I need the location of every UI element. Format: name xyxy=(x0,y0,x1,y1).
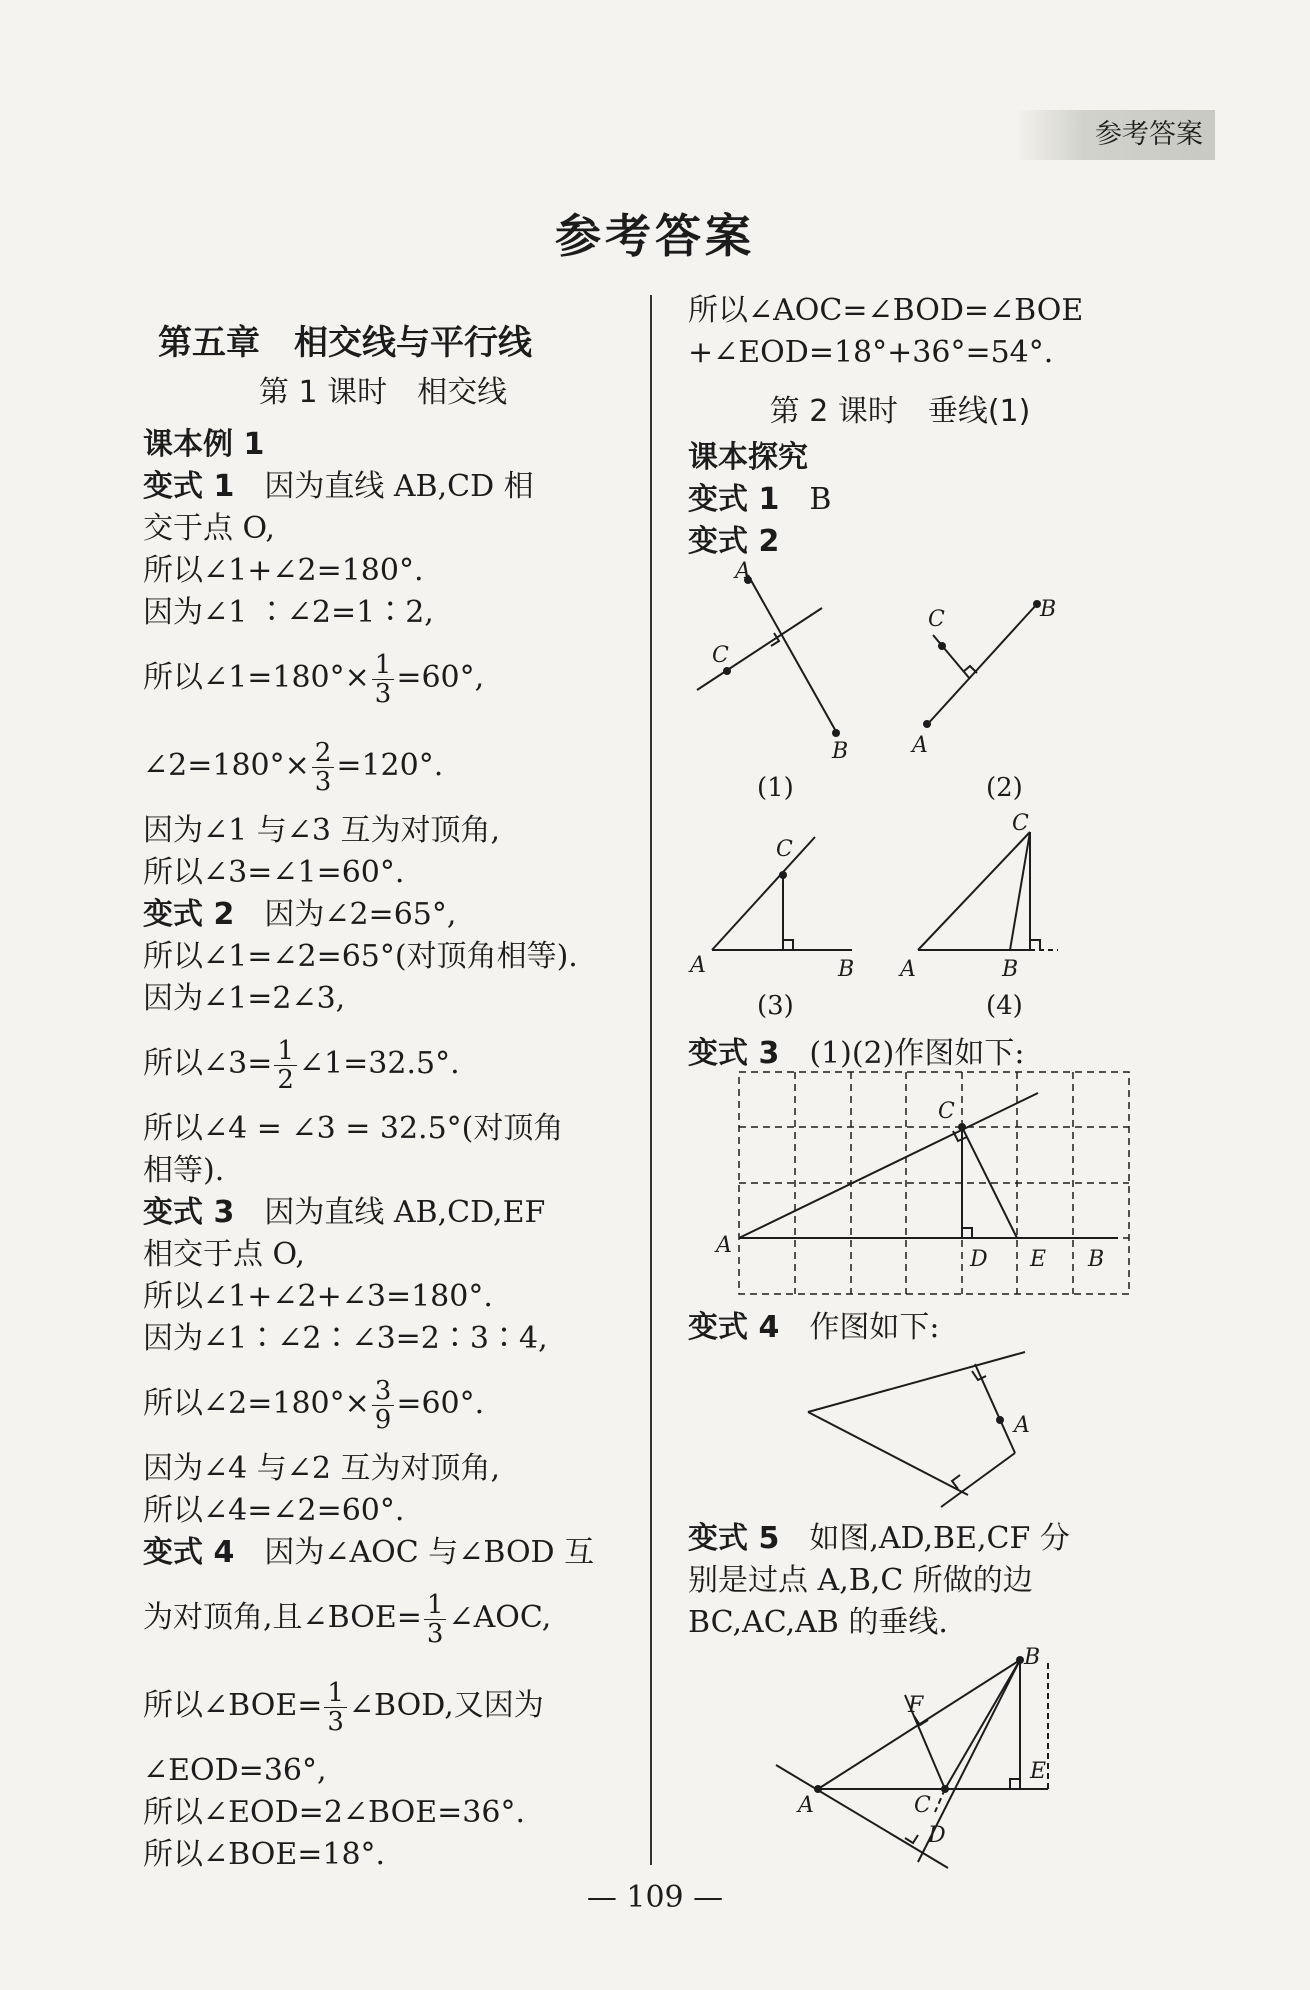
v1-line-2: 交于点 O, xyxy=(143,511,275,546)
point-label: C xyxy=(938,1099,955,1124)
point-label: A xyxy=(900,957,916,982)
v1-line-3: 所以∠1+∠2=180°. xyxy=(143,553,424,588)
point-label: A xyxy=(912,733,928,758)
point-label: C xyxy=(712,643,729,668)
chapter-title: 第五章 相交线与平行线 xyxy=(158,323,532,363)
figure-caption-2: (2) xyxy=(986,773,1023,803)
point-label: C xyxy=(1012,811,1029,836)
point-label: E xyxy=(1030,1759,1047,1784)
r-v5-text: 变式 5 如图,AD,BE,CF 分 别是过点 A,B,C 所做的边 BC,AC,AB 的垂线. xyxy=(688,1521,1070,1640)
figure-points xyxy=(723,576,1041,1793)
variant-1-label: 变式 1 xyxy=(143,469,235,504)
point-label: B xyxy=(832,739,849,764)
v2-line-2: 所以∠1=∠2=65°(对顶角相等). xyxy=(143,939,578,974)
figure-v5 xyxy=(776,1660,1048,1868)
r-variant-5-label: 变式 5 xyxy=(688,1521,780,1556)
variant-4-label: 变式 4 xyxy=(143,1535,235,1570)
point-label: F xyxy=(908,1693,924,1718)
v1-line-8: 所以∠3=∠1=60°. xyxy=(143,855,405,890)
v4-line-1: 变式 4 因为∠AOC 与∠BOD 互 xyxy=(143,1535,595,1570)
r-variant-4-label: 变式 4 xyxy=(688,1310,780,1345)
v4-line-5: 所以∠EOD=2∠BOE=36°. xyxy=(143,1795,525,1830)
v4-line-2: 为对顶角,且∠BOE= $\frac{1}{3}$ ∠AOC, xyxy=(143,1589,552,1649)
fraction: $\frac{2}{3}$ xyxy=(312,739,335,796)
point-label: A xyxy=(735,559,751,584)
r-variant-1-answer: B xyxy=(809,482,832,517)
point-label: C xyxy=(776,837,793,862)
lesson-1-title: 第 1 课时 相交线 xyxy=(258,375,508,410)
figure-caption-4: (4) xyxy=(986,991,1023,1021)
fraction: $\frac{1}{3}$ xyxy=(324,1679,347,1736)
right-top-line-2: +∠EOD=18°+36°=54°. xyxy=(688,335,1054,370)
fraction: $\frac{1}{3}$ xyxy=(372,651,395,708)
fraction: $\frac{1}{3}$ xyxy=(424,1591,447,1648)
figure-caption-1: (1) xyxy=(757,773,794,803)
point-label: B xyxy=(1002,957,1019,982)
figure-grid xyxy=(739,1072,1129,1294)
figure-4 xyxy=(918,832,1058,950)
lesson-2-title: 第 2 课时 垂线(1) xyxy=(769,394,1031,429)
r-variant-3-label: 变式 3 xyxy=(688,1036,780,1071)
v2-line-1: 变式 2 因为∠2=65°, xyxy=(143,897,457,932)
point-label: A xyxy=(798,1793,814,1818)
point-label: B xyxy=(1024,1645,1041,1670)
point-label: A xyxy=(716,1233,732,1258)
v2-line-4: 所以∠3= $\frac{1}{2}$ ∠1=32.5°. xyxy=(143,1035,460,1095)
v1-line-4: 因为∠1 ∶∠2=1∶2, xyxy=(143,595,434,630)
v4-line-4: ∠EOD=36°, xyxy=(143,1753,327,1788)
variant-3-label: 变式 3 xyxy=(143,1195,235,1230)
section-textbook-explore: 课本探究 xyxy=(688,440,808,475)
r-variant-2-label: 变式 2 xyxy=(688,524,780,559)
v3-line-6: 因为∠4 与∠2 互为对顶角, xyxy=(143,1451,501,1486)
variant-2-label: 变式 2 xyxy=(143,897,235,932)
point-label: E xyxy=(1030,1247,1047,1272)
v2-line-3: 因为∠1=2∠3, xyxy=(143,981,346,1016)
page-title: 参考答案 xyxy=(555,209,755,263)
point-label: D xyxy=(970,1247,988,1272)
figure-caption-3: (3) xyxy=(757,991,794,1021)
figure-v4 xyxy=(808,1352,1025,1507)
v3-line-7: 所以∠4=∠2=60°. xyxy=(143,1493,405,1528)
point-label: C xyxy=(928,607,945,632)
page-number: — 109 — xyxy=(586,1880,724,1915)
v3-line-3: 所以∠1+∠2+∠3=180°. xyxy=(143,1279,493,1314)
r-variant-1-label: 变式 1 xyxy=(688,482,780,517)
fraction: $\frac{1}{2}$ xyxy=(274,1037,297,1094)
v1-line-6: ∠2=180°× $\frac{2}{3}$ =120°. xyxy=(143,737,444,797)
v3-line-2: 相交于点 O, xyxy=(143,1237,305,1272)
v1-line-7: 因为∠1 与∠3 互为对顶角, xyxy=(143,813,501,848)
v3-line-4: 因为∠1∶∠2∶∠3=2∶3∶4, xyxy=(143,1321,548,1356)
v4-line-3: 所以∠BOE= $\frac{1}{3}$ ∠BOD,又因为 xyxy=(143,1677,544,1737)
point-label: A xyxy=(690,953,706,978)
v3-line-1: 变式 3 因为直线 AB,CD,EF xyxy=(143,1195,546,1230)
point-label: B xyxy=(1040,597,1057,622)
point-label: A xyxy=(1014,1413,1030,1438)
header-tab: 参考答案 xyxy=(1015,110,1215,160)
v1-line-5: 所以∠1=180°× $\frac{1}{3}$ =60°, xyxy=(143,649,485,709)
right-top-line-1: 所以∠AOC=∠BOD=∠BOE xyxy=(688,293,1084,328)
v2-line-5: 所以∠4 = ∠3 = 32.5°(对顶角 xyxy=(143,1111,564,1146)
v1-line-1: 变式 1 因为直线 AB,CD 相 xyxy=(143,469,534,504)
v4-line-6: 所以∠BOE=18°. xyxy=(143,1837,386,1872)
point-label: B xyxy=(838,957,855,982)
r-v4-line: 变式 4 作图如下: xyxy=(688,1310,940,1345)
fraction: $\frac{3}{9}$ xyxy=(372,1377,395,1434)
section-textbook-example: 课本例 1 xyxy=(143,427,265,462)
point-label: C xyxy=(914,1793,931,1818)
v3-line-5: 所以∠2=180°× $\frac{3}{9}$ =60°. xyxy=(143,1375,485,1435)
point-label: D xyxy=(928,1823,946,1848)
r-v3-line: 变式 3 (1)(2)作图如下: xyxy=(688,1036,1025,1071)
v2-line-6: 相等). xyxy=(143,1153,225,1188)
point-label: B xyxy=(1088,1247,1105,1272)
